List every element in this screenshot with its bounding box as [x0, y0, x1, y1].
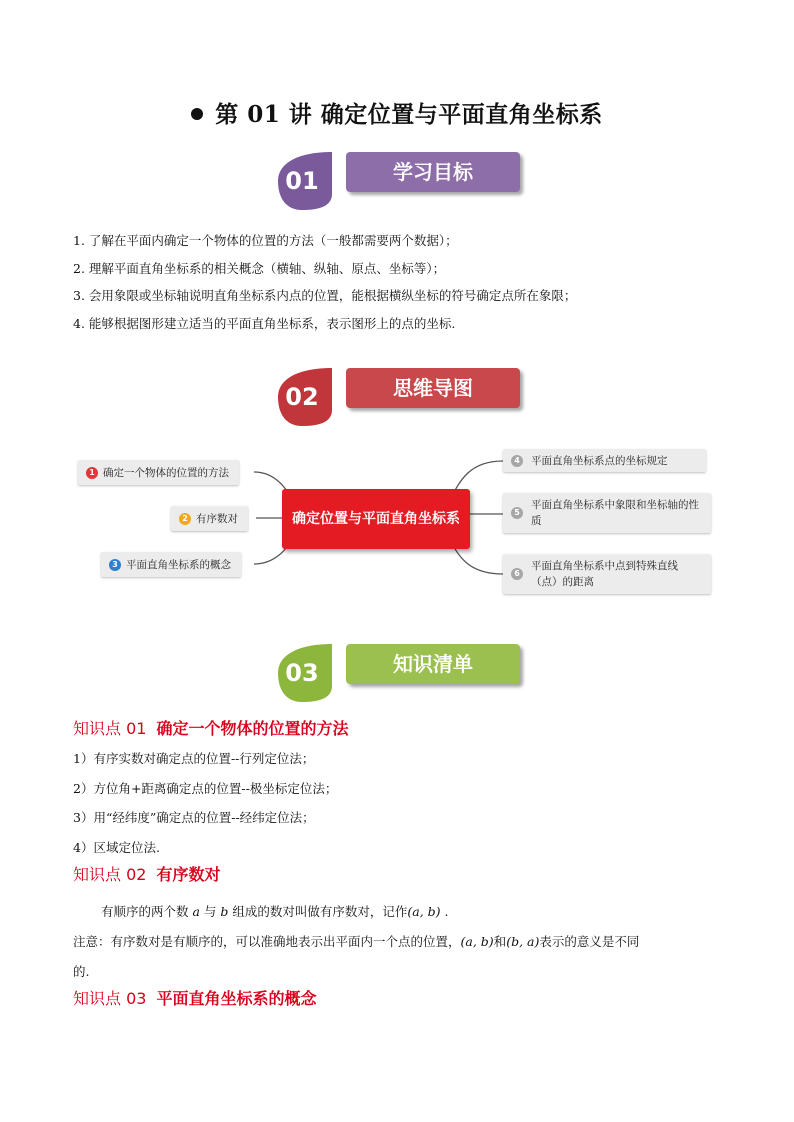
- list-item: 1）有序实数对确定点的位置--行列定位法；: [73, 751, 315, 766]
- text-run: 与: [199, 904, 221, 919]
- knowledge-point-number: 知识点 03: [73, 989, 147, 1008]
- page-title-text: 第 01 讲 确定位置与平面直角坐标系: [215, 101, 603, 128]
- section-header-03: [270, 642, 525, 704]
- section-header-01: [270, 150, 525, 212]
- knowledge-point-02-text: [73, 897, 733, 987]
- section-title-bar: [346, 644, 520, 684]
- mind-map-node-6: [503, 554, 711, 594]
- knowledge-point-title: 平面直角坐标系的概念: [156, 989, 317, 1008]
- knowledge-point-title: 有序数对: [156, 865, 221, 884]
- section-title-bar: [346, 368, 520, 408]
- number-badge-icon: 1: [86, 467, 98, 479]
- definition-paragraph: [73, 897, 733, 927]
- goal-item: 3. 会用象限或坐标轴说明直角坐标系内点的位置，能根据横纵坐标的符号确定点所在象限；: [73, 288, 577, 303]
- knowledge-point-01-list: [73, 744, 733, 862]
- mind-map-center-node: [282, 489, 470, 549]
- text-run: 有顺序的两个数: [101, 904, 193, 919]
- goal-item: 2. 理解平面直角坐标系的相关概念（横轴、纵轴、原点、坐标等）；: [73, 260, 446, 276]
- list-item: 4）区域定位法.: [73, 839, 160, 855]
- section-header-02: [270, 366, 525, 428]
- node-label: 平面直角坐标系的概念: [126, 559, 231, 571]
- knowledge-point-number: 知识点 02: [73, 865, 147, 884]
- learning-goals: [73, 227, 733, 337]
- section-number-badge: [270, 642, 334, 704]
- list-item: 3）用“经纬度”确定点的位置--经纬定位法；: [73, 810, 315, 825]
- goal-item: 4. 能够根据图形建立适当的平面直角坐标系，表示图形上的点的坐标.: [73, 315, 456, 331]
- number-badge-icon: 6: [511, 568, 523, 580]
- section-number-badge: [270, 150, 334, 212]
- text-run: 表示的意义是不同: [539, 934, 640, 949]
- number-badge-icon: 4: [511, 455, 523, 467]
- node-label: 平面直角坐标系中点到特殊直线（点）的距离: [531, 560, 678, 588]
- section-title-bar: [346, 152, 520, 192]
- number-badge-icon: 5: [511, 507, 523, 519]
- section-number-badge: [270, 366, 334, 428]
- math-var: b: [220, 904, 229, 919]
- center-node-label: 确定位置与平面直角坐标系: [292, 510, 460, 527]
- list-item: 2）方位角+距离确定点的位置--极坐标定位法；: [73, 780, 338, 796]
- mind-map-node-3: [101, 552, 241, 577]
- knowledge-point-02-heading: [73, 862, 220, 885]
- goal-item: 1. 了解在平面内确定一个物体的位置的方法（一般都需要两个数据）；: [73, 233, 458, 248]
- number-badge-icon: 2: [179, 513, 191, 525]
- note-paragraph-end: 的.: [73, 964, 90, 979]
- section-title: 知识清单: [393, 652, 473, 676]
- math-pair: (a, b): [407, 904, 441, 919]
- mind-map-node-5: [503, 493, 711, 533]
- note-paragraph: [73, 927, 733, 957]
- knowledge-point-title: 确定一个物体的位置的方法: [156, 719, 349, 738]
- number-badge-icon: 3: [109, 559, 121, 571]
- section-number: 03: [285, 659, 319, 687]
- knowledge-point-01-heading: [73, 716, 348, 739]
- section-number: 02: [285, 383, 319, 411]
- text-run: 注意：有序数对是有顺序的，可以准确地表示出平面内一个点的位置，: [73, 934, 461, 949]
- text-run: .: [440, 904, 449, 919]
- mind-map-node-4: [503, 449, 706, 472]
- node-label: 确定一个物体的位置的方法: [103, 467, 229, 479]
- page-title: [0, 96, 794, 129]
- section-number: 01: [285, 167, 319, 195]
- math-pair: (b, a): [506, 934, 540, 949]
- knowledge-point-03-heading: [73, 986, 316, 1009]
- math-pair: (a, b): [460, 934, 494, 949]
- knowledge-point-number: 知识点 01: [73, 719, 147, 738]
- mind-map-node-2: [171, 506, 248, 531]
- text-run: 和: [493, 934, 507, 949]
- bullet-dot-icon: [191, 108, 203, 120]
- section-title: 思维导图: [393, 376, 473, 400]
- mind-map-node-1: [78, 460, 239, 485]
- node-label: 有序数对: [196, 513, 238, 525]
- math-var: a: [192, 904, 200, 919]
- node-label: 平面直角坐标系点的坐标规定: [531, 455, 668, 467]
- section-title: 学习目标: [393, 160, 473, 184]
- node-label: 平面直角坐标系中象限和坐标轴的性质: [531, 499, 699, 527]
- mind-map: [0, 440, 794, 610]
- text-run: 组成的数对叫做有序数对，记作: [228, 904, 408, 919]
